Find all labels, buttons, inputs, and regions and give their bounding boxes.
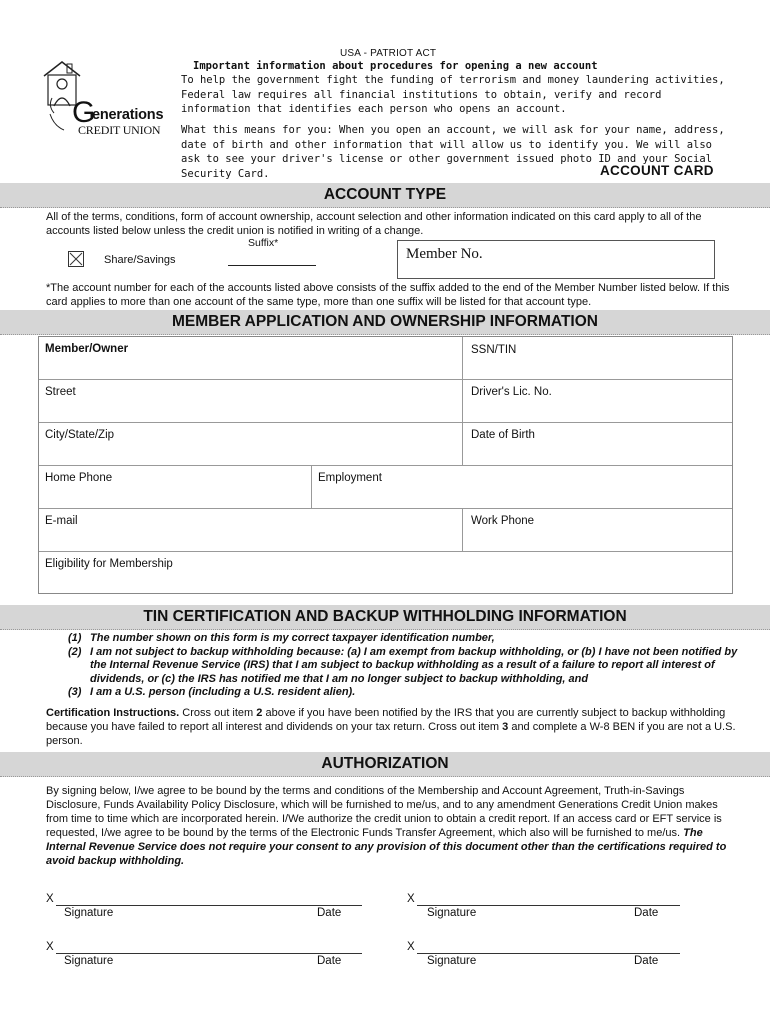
list-item: (1) The number shown on this form is my correct taxpayer identification number, (68, 632, 495, 644)
row-divider (39, 465, 732, 466)
signature-line[interactable] (417, 953, 680, 954)
eligibility-field[interactable]: Eligibility for Membership (45, 558, 173, 570)
ssn-field[interactable]: SSN/TIN (471, 344, 517, 356)
share-savings-label: Share/Savings (104, 254, 176, 266)
city-state-zip-field[interactable]: City/State/Zip (45, 429, 115, 441)
column-divider (311, 465, 312, 508)
authorization-header: AUTHORIZATION (0, 752, 770, 777)
account-terms-text: All of the terms, conditions, form of account ownership, account selection and other information indicated on this card apply to all of the accounts listed below unless the credit union is notified in writing of a change. (46, 211, 702, 237)
signature-line[interactable] (56, 905, 362, 906)
work-phone-field[interactable]: Work Phone (471, 515, 535, 527)
drivers-license-field[interactable]: Driver's Lic. No. (471, 386, 552, 398)
column-divider (462, 508, 463, 551)
list-item: (3) I am a U.S. person (including a U.S. resident alien). (68, 686, 356, 698)
member-number-label: Member No. (406, 246, 483, 262)
list-item: (2) I am not subject to backup withholding because: (a) I am exempt from backup withholding, or (b) I have not been notified by the Internal Revenue Service (IRS) that I am subject to backup withholding as a result of a failure to report all interest of dividends, or (c) the IRS has notified me that I am no longer subject to backup withholding, and (68, 645, 738, 685)
employment-field[interactable]: Employment (318, 472, 382, 484)
account-number-note: *The account number for each of the accounts listed above consists of the suffix added to the end of the Member Number listed below. If this card applies to more than one account of the same type, more than one suffix will be listed for that account type. (46, 282, 730, 308)
member-owner-field[interactable]: Member/Owner (45, 343, 129, 355)
suffix-label: Suffix* (248, 237, 279, 249)
authorization-text: By signing below, I/we agree to be bound by the terms and conditions of the Membership and Account Agreement, Truth-in-Savings Disclosure, Funds Availability Policy Disclosure, which will be furnished to me/us, and to any amendment Generations Credit Union makes from time to time which are incorporated herein. I/We authorize the credit union to obtain a credit report. If an access card or EFT service is requested, I/we agree to be bound by the terms of the Electronic Funds Transfer Agreement, which also will be furnished to me/us. The Internal Revenue Service does not require your consent to any provision of this document other than the certifications required to avoid backup withholding. (46, 785, 727, 867)
share-savings-checkbox[interactable] (68, 251, 84, 267)
suffix-field[interactable] (228, 265, 316, 266)
account-type-header: ACCOUNT TYPE (0, 183, 770, 208)
intro-paragraph: To help the government fight the funding of terrorism and money laundering activities, Federal law requires all financial institutions to obtain, verify and record information that identifies each person who opens an account. (181, 74, 725, 115)
row-divider (39, 422, 732, 423)
row-divider (39, 379, 732, 380)
row-divider (39, 551, 732, 552)
logo-subtitle: CREDIT UNION (78, 123, 161, 137)
patriot-act-heading: USA - PATRIOT ACT (340, 48, 437, 59)
signature-line[interactable] (56, 953, 362, 954)
tin-certification-list (68, 632, 748, 700)
logo-name: enerations (92, 107, 164, 123)
email-field[interactable]: E-mail (45, 515, 78, 527)
member-application-header: MEMBER APPLICATION AND OWNERSHIP INFORMATION (0, 310, 770, 335)
certification-instructions: Certification Instructions. Cross out item 2 above if you have been notified by the IRS that you are currently subject to backup withholding because you have failed to report all interest and dividends on your tax return. Cross out item 3 and complete a W-8 BEN if you are not a U.S. person. (46, 707, 736, 747)
date-of-birth-field[interactable]: Date of Birth (471, 429, 535, 441)
logo-g-letter: G (72, 96, 96, 129)
signature-line[interactable] (417, 905, 680, 906)
street-field[interactable]: Street (45, 386, 76, 398)
home-phone-field[interactable]: Home Phone (45, 472, 113, 484)
tin-certification-header: TIN CERTIFICATION AND BACKUP WITHHOLDING INFORMATION (0, 605, 770, 630)
member-info-table (38, 336, 733, 594)
account-card-label: ACCOUNT CARD (600, 163, 714, 178)
checkbox-x-icon (69, 252, 83, 266)
important-info-heading: Important information about procedures for opening a new account (193, 60, 598, 72)
column-divider (462, 337, 463, 465)
what-this-means-paragraph: What this means for you: When you open an account, we will ask for your name, address, date of birth and other information that will allow us to identify you. We will also ask to see your driver's license or other government issued photo ID and your Social Security Card. (181, 124, 725, 180)
row-divider (39, 508, 732, 509)
